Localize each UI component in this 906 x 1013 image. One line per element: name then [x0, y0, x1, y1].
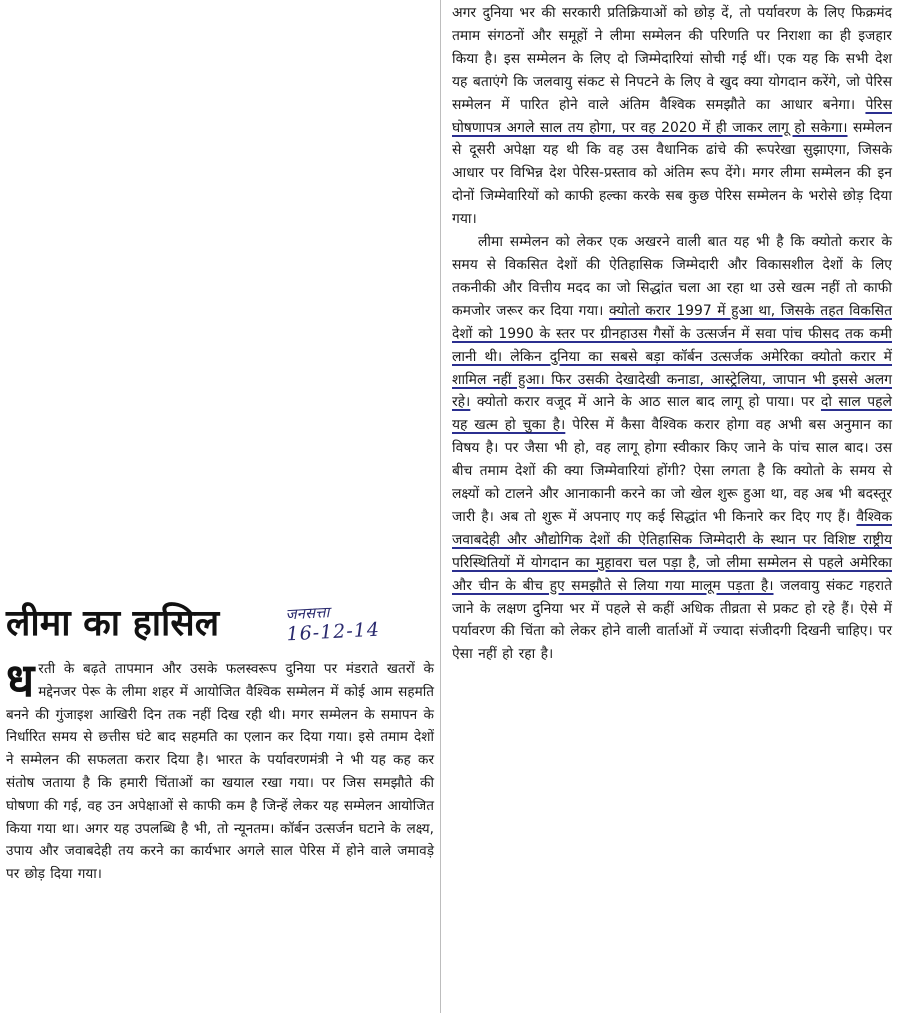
underlined-text: पेरिस घोषणापत्र अगले साल तय होगा, पर वह 2020 में ही जाकर लागू हो सकेगा।	[452, 96, 892, 136]
right-paragraph-2	[452, 231, 892, 666]
headline: लीमा का हासिल	[6, 603, 220, 644]
left-body-text: रती के बढ़ते तापमान और उसके फलस्वरूप दुनिया पर मंडराते खतरों के मद्देनजर पेरू के लीमा शहर में आयोजित वैश्विक सम्मेलन में कोई आम सहमति बनने की गुंजाइश आखिरी दिन तक नहीं दिख रही थी। मगर सम्मेलन के समापन के निर्धारित समय से छत्तीस घंटे बाद सहमति का एलान कर दिया गया। इसे तमाम देशों ने सम्मेलन की सफलता करार दिया है। भारत के पर्यावरणमंत्री ने भी यह कह कर संतोष जताया है कि हमारी चिंताओं का खयाल रखा गया। पर जिस समझौते की घोषणा की गई, वह उन अपेक्षाओं से काफी कम है जिन्हें लेकर यह सम्मेलन आयोजित किया गया था। अगर यह उपलब्धि है भी, तो न्यूनतम। कॉर्बन उत्सर्जन घटाने के लक्ष्य, उपाय और जवाबदेही तय करने का कार्यभार अगले साल पेरिस में होने वाले जमावड़े पर छोड़ दिया गया।	[6, 661, 434, 883]
text-run: क्योतो करार वजूद में आने के आठ साल बाद लागू हो पाया। पर	[476, 394, 815, 411]
headline-row	[6, 600, 434, 658]
text-run: जलवायु संकट गहराते जाने के लक्षण दुनिया भर में पहले से कहीं अधिक तीव्रता से प्रकट हो रहे हैं। ऐसे में पर्यावरण की चिंता को लेकर होने वाली वार्ताओं में ज्यादा संजीदगी दिखनी चाहिए। पर ऐसा नहीं हो रहा है।	[452, 577, 892, 663]
underlined-text: क्योतो करार 1997 में हुआ था, जिसके तहत विकसित देशों को 1990 के स्तर पर ग्रीनहाउस गैसों के उत्सर्जन में सवा पांच फीसद तक कमी लानी थी। लेकिन दुनिया का सबसे बड़ा कॉर्बन उत्सर्जक अमेरिका क्योतो करार में शामिल नहीं हुआ। फिर उसकी देखादेखी कनाडा, आस्ट्रेलिया, जापान भी इससे अलग रहे।	[452, 302, 892, 411]
blank-area	[0, 0, 438, 590]
right-paragraph-1	[452, 2, 892, 231]
underlined-text: वैश्विक जवाबदेही और औद्योगिक देशों की ऐतिहासिक जिम्मेदारी के स्थान पर विशिष्ट राष्ट्रीय परिस्थितियों में योगदान का मुहावरा चल पड़ा है, जो लीमा सम्मेलन से पहले अमेरिका और चीन के बीच हुए समझौते से लिया गया मालूम पड़ता है।	[452, 508, 892, 594]
text-run: लीमा सम्मेलन को लेकर एक अखरने वाली बात यह भी है कि क्योतो करार के समय से विकसित देशों की ऐतिहासिक जिम्मेदारी और विकासशील देशों के लिए तकनीकी और वित्तीय मदद का जो सिद्धांत चला आ रहा था उसे खत्म नहीं तो काफी कमजोर जरूर कर दिया गया।	[452, 234, 892, 319]
handwritten-note	[285, 600, 380, 645]
left-column	[6, 600, 434, 886]
drop-cap: ध	[6, 653, 35, 707]
underlined-text: दो साल पहले यह खत्म हो चुका है।	[452, 394, 892, 434]
handwritten-source: जनसत्ता	[285, 603, 330, 624]
text-run: पेरिस में कैसा वैश्विक करार होगा वह अभी बस अनुमान का विषय है। पर जैसा भी हो, वह लागू होगा स्वीकार किए जाने के पांच साल बाद। उस बीच तमाम देशों की क्या जिम्मेवारियां होंगी? ऐसा लगता है कि क्योतो के समय से लक्ष्यों को टालने और आनाकानी करने का जो खेल शुरू हुआ था, वह अब भी बदस्तूर जारी है। अब तो शुरू में अपनाए गए कई सिद्धांत भी किनारे कर दिए गए हैं।	[452, 417, 892, 525]
lead-paragraph	[6, 653, 434, 886]
text-run: सम्मेलन से दूसरी अपेक्षा यह थी कि वह उस वैधानिक ढांचे की रूपरेखा सुझाएगा, जिसके आधार पर विभिन्न देश पेरिस-प्रस्ताव को अंतिम रूप देंगे। मगर लीमा सम्मेलन की इन दोनों जिम्मेवारियों को काफी हल्का करके सब कुछ पेरिस सम्मेलन के भरोसे छोड़ दिया गया।	[452, 119, 892, 228]
text-run: अगर दुनिया भर की सरकारी प्रतिक्रियाओं को छोड़ दें, तो पर्यावरण के लिए फिक्रमंद तमाम संगठनों और समूहों ने लीमा सम्मेलन की परिणति पर निराशा का ही इजहार किया है। इस सम्मेलन के लिए दो जिम्मेदारियां सोची गई थीं। एक यह कि सभी देश यह बताएंगे कि जलवायु संकट से निपटने के लिए वे खुद क्या योगदान करेंगे, जो पेरिस सम्मेलन में पारित होने वाले अंतिम वैश्विक समझौते का आधार बनेगा।	[452, 5, 892, 113]
right-column	[452, 2, 892, 666]
handwritten-date: 16-12-14	[286, 618, 381, 646]
column-divider	[440, 0, 441, 1013]
